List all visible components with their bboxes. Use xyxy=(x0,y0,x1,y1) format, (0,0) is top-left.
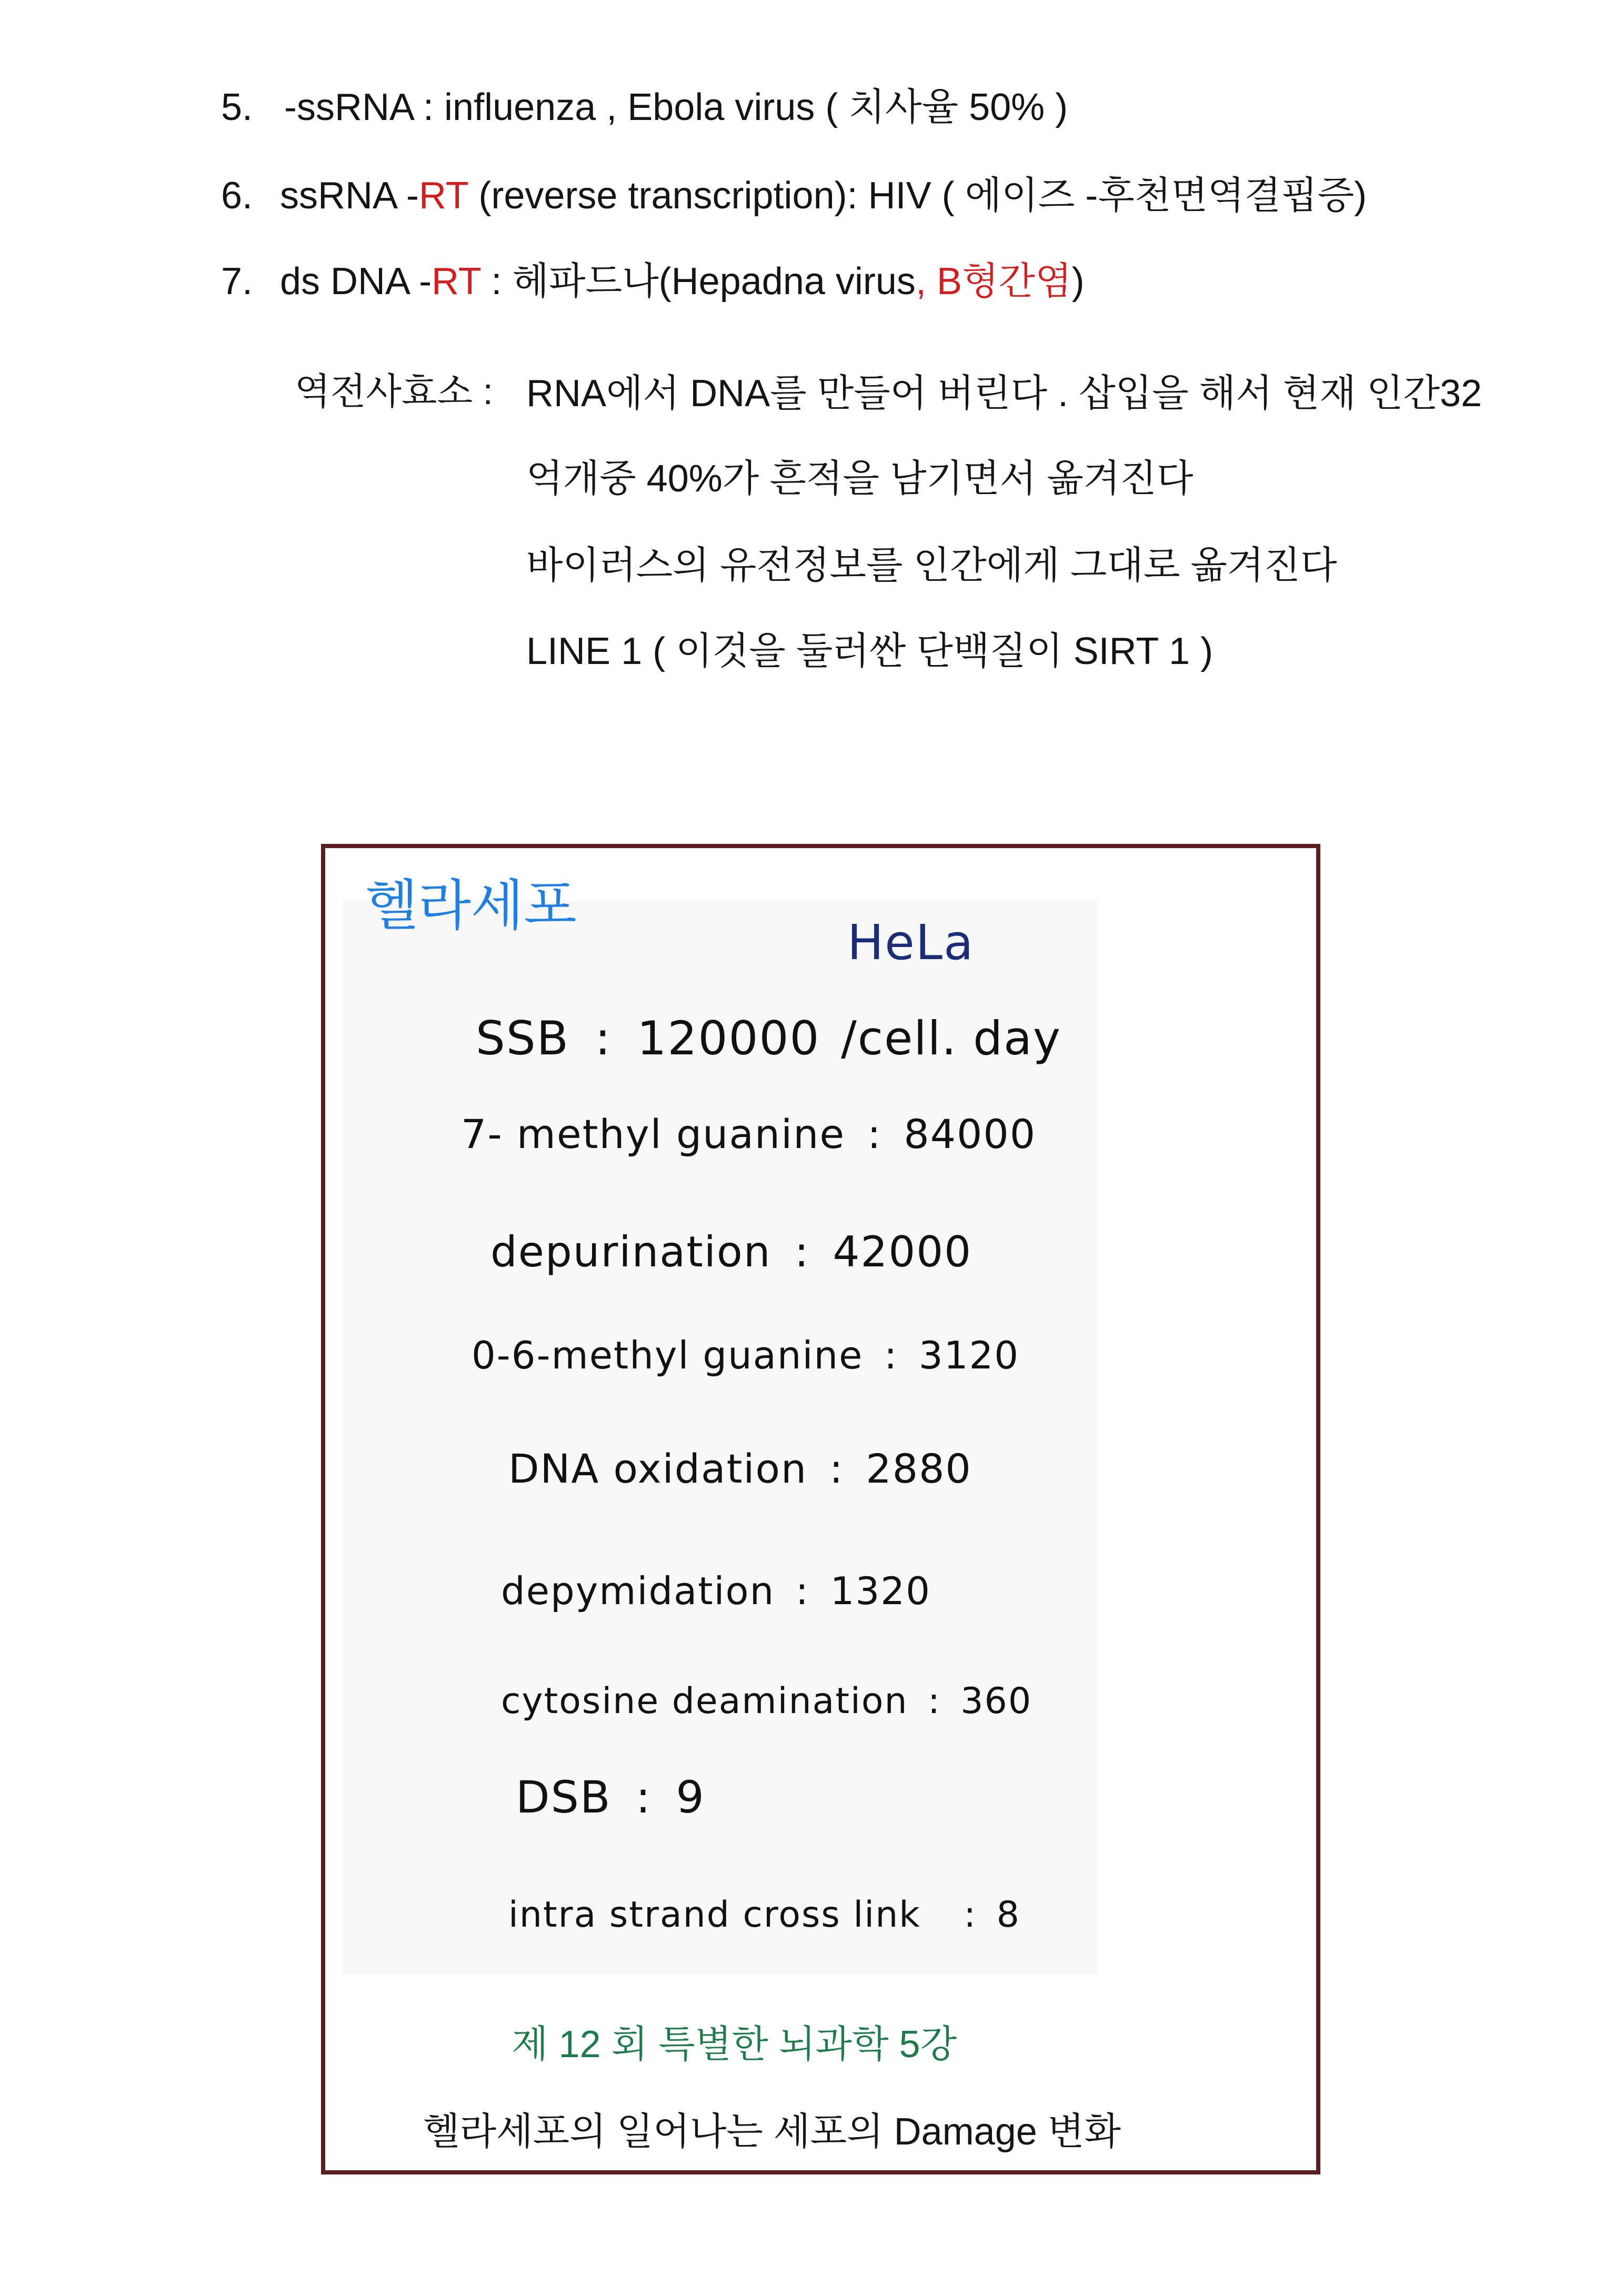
list-text: ) xyxy=(1071,260,1085,303)
entry-separator: : xyxy=(795,1569,810,1613)
list-text: ds DNA - xyxy=(280,260,432,303)
damage-entry-ssb xyxy=(476,1011,1061,1066)
damage-entry-7-methyl-guanine xyxy=(461,1111,1036,1158)
entry-separator: : xyxy=(867,1111,882,1157)
damage-entry-dna-oxidation xyxy=(508,1445,972,1493)
hela-box xyxy=(321,844,1320,2174)
entry-label: cytosine deamination xyxy=(501,1680,908,1722)
damage-entry-cytosine-deamination xyxy=(501,1680,1032,1723)
rt-highlight: RT xyxy=(419,175,468,217)
entry-value: 3120 xyxy=(918,1333,1020,1377)
box-title: 헬라세포 xyxy=(365,875,577,936)
list-text: : 헤파드나(Hepadna virus xyxy=(480,260,916,303)
entry-separator: : xyxy=(927,1680,941,1722)
rt-note-line: 억개중 40%가 흔적을 남기면서 옮겨진다 xyxy=(526,458,1194,500)
entry-label: 0-6-methyl guanine xyxy=(472,1333,864,1377)
entry-value: 8 xyxy=(996,1894,1020,1936)
entry-label: depymidation xyxy=(501,1569,775,1613)
rt-note-line: 바이러스의 유전정보를 인간에게 그대로 옮겨진다 xyxy=(526,545,1337,587)
rt-note-line: LINE 1 ( 이것을 둘러싼 단백질이 SIRT 1 ) xyxy=(526,630,1214,672)
entry-value: 84000 xyxy=(904,1111,1037,1157)
entry-label: intra strand cross link xyxy=(508,1894,921,1936)
list-text: (reverse transcription): HIV ( 에이즈 -후천면역결핍증) xyxy=(468,175,1367,217)
entry-separator: : xyxy=(884,1333,898,1377)
list-number: 5. xyxy=(221,86,253,128)
entry-value: 120000 xyxy=(637,1011,820,1065)
damage-entry-depymidation xyxy=(501,1568,931,1614)
entry-separator: : xyxy=(794,1227,810,1276)
entry-unit: /cell. day xyxy=(841,1011,1061,1065)
entry-label: DNA oxidation xyxy=(508,1445,808,1492)
list-item-5 xyxy=(221,84,1068,130)
entry-value: 2880 xyxy=(866,1445,972,1492)
damage-entry-depurination xyxy=(490,1227,972,1277)
hepatitis-b-highlight: , B형간염 xyxy=(915,260,1072,303)
rt-note-line: RNA에서 DNA를 만들어 버린다 . 삽입을 해서 현재 인간32 xyxy=(526,372,1482,415)
entry-value: 1320 xyxy=(830,1569,931,1613)
entry-value: 9 xyxy=(676,1771,705,1823)
entry-separator: : xyxy=(595,1011,612,1065)
box-caption: 헬라세포의 일어나는 세포의 Damage 변화 xyxy=(423,2111,1121,2153)
entry-label: depurination xyxy=(490,1227,771,1276)
entry-separator: : xyxy=(635,1771,652,1823)
list-number: 6. xyxy=(221,175,253,217)
entry-separator: : xyxy=(964,1894,977,1936)
lecture-title: 제 12 회 특별한 뇌과학 5강 xyxy=(512,2023,957,2066)
handwritten-heading: HeLa xyxy=(847,914,975,971)
entry-label: DSB xyxy=(516,1771,611,1823)
damage-entry-o6-methyl-guanine xyxy=(472,1333,1019,1378)
reverse-transcriptase-label: 역전사효소 : xyxy=(295,371,493,412)
rt-highlight: RT xyxy=(432,260,481,303)
entry-separator: : xyxy=(829,1445,844,1492)
entry-value: 360 xyxy=(960,1680,1032,1722)
list-number: 7. xyxy=(221,260,253,303)
damage-entry-dsb xyxy=(516,1771,705,1824)
entry-label: 7- methyl guanine xyxy=(461,1111,846,1157)
list-item-6 xyxy=(221,173,1367,219)
entry-label: SSB xyxy=(476,1011,570,1065)
list-text: -ssRNA : influenza , Ebola virus ( 치사율 50% ) xyxy=(284,86,1068,128)
entry-value: 42000 xyxy=(833,1227,973,1276)
damage-entry-intrastrand-crosslink xyxy=(508,1894,1020,1937)
list-text: ssRNA - xyxy=(280,175,419,217)
list-item-7 xyxy=(221,258,1085,305)
